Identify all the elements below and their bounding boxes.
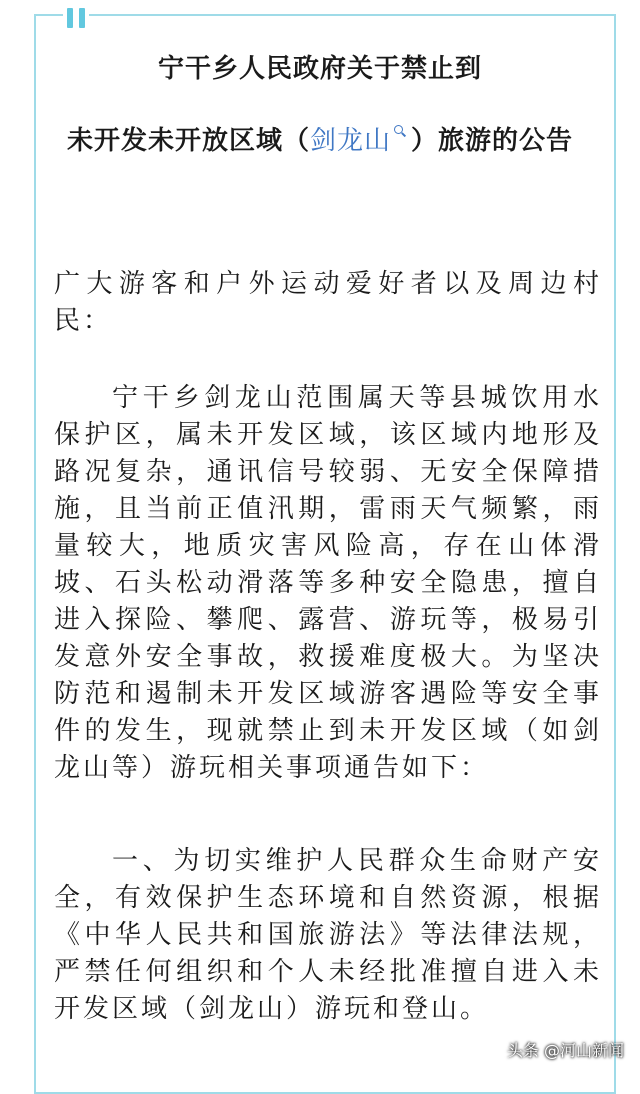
keyword-link[interactable]: 剑龙山 [309, 126, 391, 156]
salutation: 广大游客和户外运动爱好者以及周边村民： [54, 269, 602, 336]
title-line-1: 宁干乡人民政府关于禁止到 [157, 54, 482, 84]
search-icon[interactable] [393, 124, 407, 138]
header-marks [63, 8, 89, 28]
header-mark [79, 8, 85, 28]
paragraph-2: 一、为切实维护人民群众生命财产安全，有效保护生态环境和自然资源，根据《中华人民共和国旅游法》等法律法规，严禁任何组织和个人未经批准擅自进入未开发区域（剑龙山）游玩和登山。 [54, 846, 602, 1024]
paragraph-1: 宁干乡剑龙山范围属天等县城饮用水保护区，属未开发区域，该区域内地形及路况复杂，通讯信号较弱、无安全保障措施，且当前正值汛期，雷雨天气频繁，雨量较大，地质灾害风险高，存在山体滑坡、石头松动滑落等多种安全隐患，擅自进入探险、攀爬、露营、游玩等，极易引发意外安全事故，救援难度极大。为坚决防范和遏制未开发区域游客遇险等安全事件的发生，现就禁止到未开发区域（如剑龙山等）游玩相关事项通告如下： [54, 383, 602, 783]
title-line-2-end: ）旅游的公告 [411, 126, 574, 156]
title-line-2 [0, 120, 640, 157]
header-mark [67, 8, 73, 28]
title-line-2-start: 未开发未开放区域（ [66, 126, 310, 156]
watermark: 头条 @河山新闻 [506, 1041, 624, 1060]
